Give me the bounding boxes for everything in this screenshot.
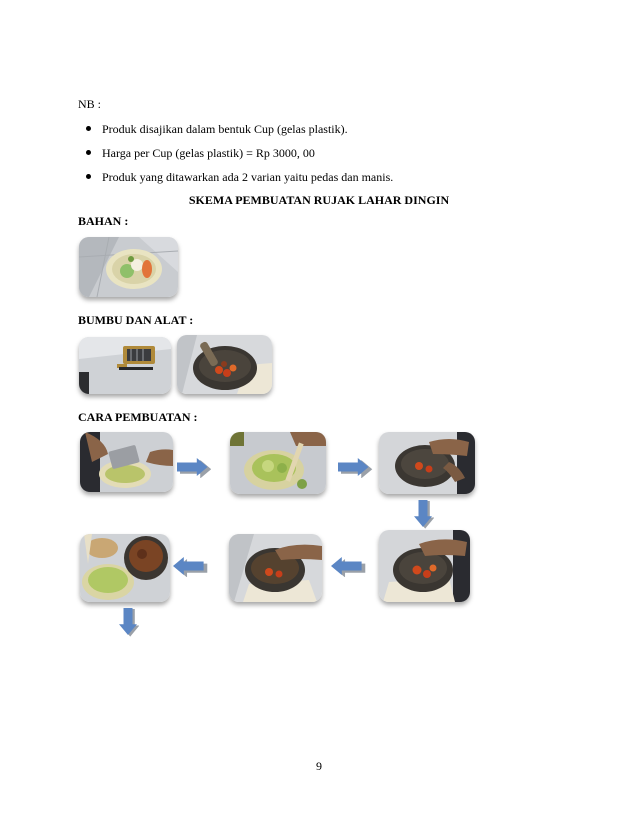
- bullet-icon: [86, 126, 91, 131]
- photo-step-2-bowl: [230, 432, 326, 494]
- photo-step-1-grating: [80, 432, 173, 492]
- note-item: Produk yang ditawarkan ada 2 varian yaitu pedas dan manis.: [78, 169, 393, 193]
- photo-mortar-spices: [177, 335, 272, 394]
- photo-step-3-grinding: [379, 432, 475, 494]
- nb-label: NB :: [78, 97, 102, 111]
- section-heading-cara: CARA PEMBUATAN :: [78, 410, 198, 424]
- arrow-down-icon: [414, 500, 434, 530]
- section-heading-bahan: BAHAN :: [78, 214, 129, 228]
- photo-step-6-served: [80, 534, 170, 602]
- bullet-icon: [86, 150, 91, 155]
- photo-grater-knife: [79, 337, 171, 394]
- bullet-icon: [86, 174, 91, 179]
- page-title: SKEMA PEMBUATAN RUJAK LAHAR DINGIN: [188, 193, 450, 207]
- arrow-left-icon: [330, 557, 366, 577]
- note-item: Harga per Cup (gelas plastik) = Rp 3000, 00: [78, 145, 393, 169]
- notes-list: [78, 121, 393, 193]
- arrow-right-icon: [337, 458, 373, 478]
- page-number: 9: [316, 759, 322, 773]
- photo-step-5-grinding: [229, 534, 322, 602]
- note-item: Produk disajikan dalam bentuk Cup (gelas plastik).: [78, 121, 393, 145]
- arrow-right-icon: [177, 458, 211, 478]
- arrow-down-icon: [119, 608, 139, 638]
- arrow-left-icon: [172, 557, 208, 577]
- photo-ingredients-bowl: [79, 237, 178, 297]
- photo-step-4-adding: [379, 530, 470, 602]
- section-heading-bumbu: BUMBU DAN ALAT :: [78, 313, 194, 327]
